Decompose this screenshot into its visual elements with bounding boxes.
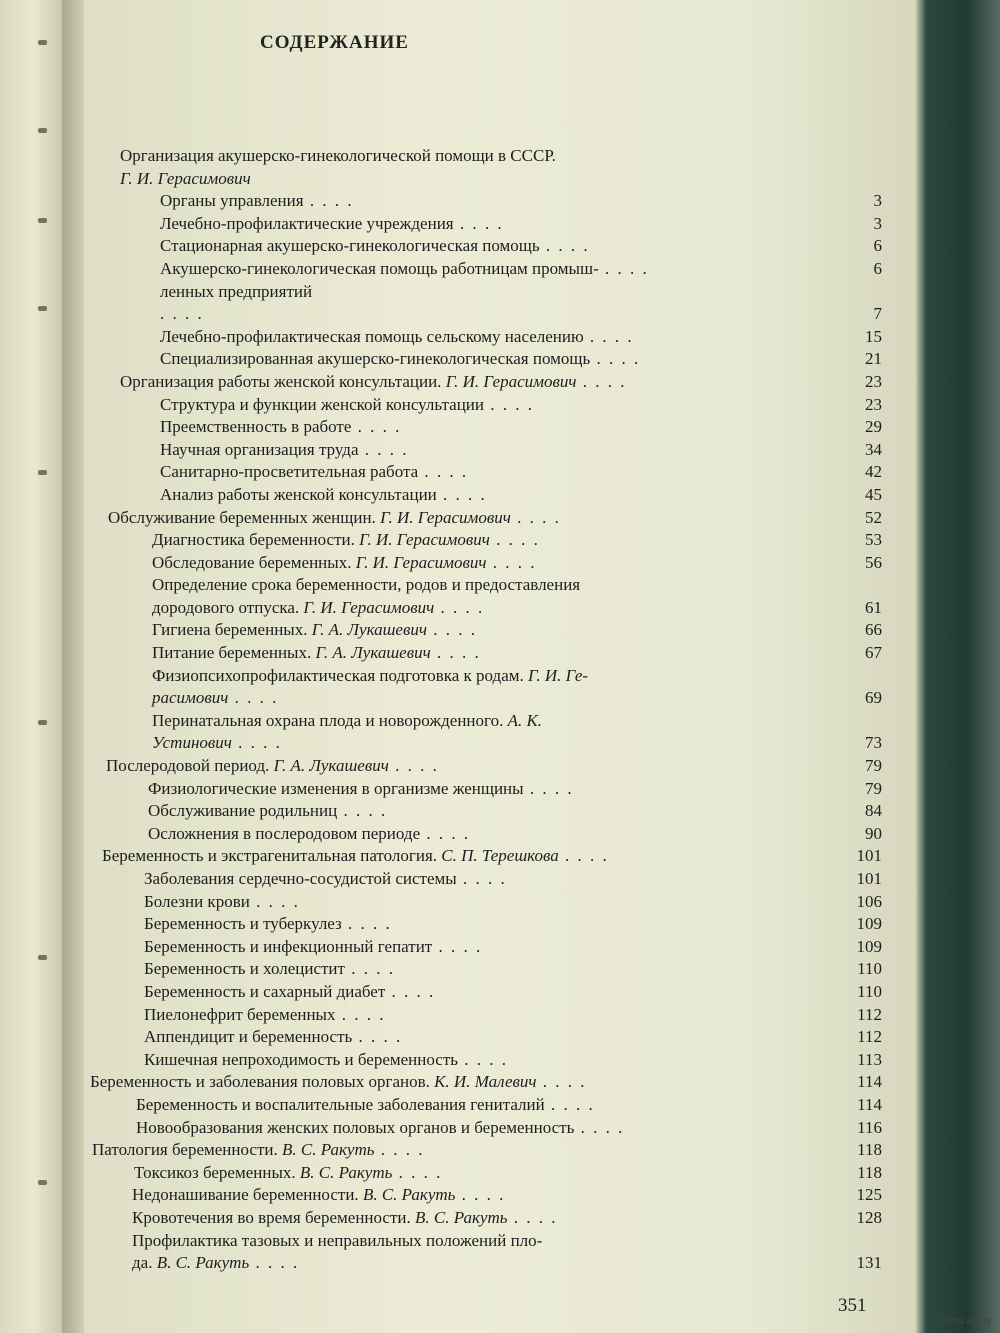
toc-page-number: 114: [857, 1094, 882, 1114]
toc-entry-title: Определение срока беременности, родов и предоставления: [152, 575, 581, 595]
toc-entry-text: [160, 484, 487, 507]
toc-entry-author: Г. И. Герасимович: [355, 552, 487, 572]
toc-page-number: 3: [873, 191, 882, 211]
toc-entry: [0, 936, 916, 959]
toc-page-number: 34: [865, 439, 882, 459]
toc-entry: [0, 1184, 916, 1207]
toc-entry-author: Г. И. Герасимович: [359, 530, 490, 550]
toc-entry-title: Кишечная непроходимость и беременность: [144, 1049, 459, 1069]
toc-entry: [0, 303, 916, 326]
toc-page-number: 131: [856, 1253, 882, 1273]
toc-entry-title: Лечебно-профилактические учреждения: [160, 213, 454, 233]
toc-entry-text: [136, 1094, 595, 1117]
toc-entry-author: Г. И. Ге-: [528, 665, 589, 685]
toc-entry-text: [152, 574, 580, 597]
toc-leader-dots: . . . .: [231, 733, 282, 753]
toc-page-number: 125: [856, 1185, 882, 1205]
toc-entry-title: Беременность и воспалительные заболевания гениталий: [136, 1094, 545, 1114]
toc-entry: [0, 416, 916, 439]
toc-entry-title: Организация акушерско-гинекологической помощи в СССР.: [120, 146, 556, 165]
toc-page-number: 67: [865, 643, 882, 663]
toc-leader-dots: . . . .: [583, 326, 634, 346]
toc-entry: [0, 394, 916, 417]
toc-page-number: 52: [865, 507, 882, 527]
toc-entry-text: [160, 461, 468, 484]
toc-page-number: 128: [856, 1207, 882, 1227]
toc-page-number: 113: [857, 1049, 882, 1069]
toc-entry: [0, 958, 916, 981]
toc-entry-title: Физиопсихопрофилактическая подготовка к родам.: [152, 665, 524, 685]
toc-entry: [0, 484, 916, 507]
toc-entry-title: Профилактика тазовых и неправильных положений пло-: [132, 1230, 543, 1250]
toc-entry-text: [160, 326, 634, 349]
toc-entry: [0, 1117, 916, 1140]
toc-leader-dots: . . . .: [434, 597, 485, 617]
toc-leader-dots: . . . .: [335, 1004, 386, 1024]
toc-leader-dots: . . . .: [510, 507, 561, 527]
toc-entry: [0, 913, 916, 936]
toc-leader-dots: . . . .: [418, 462, 469, 482]
toc-entry-title: Осложнения в послеродовом периоде: [148, 823, 421, 843]
toc-leader-dots: . . . .: [486, 552, 537, 572]
toc-leader-dots: . . . .: [574, 1117, 625, 1137]
toc-entry-author: Г. И. Герасимович: [120, 168, 251, 188]
toc-entry-text: [108, 507, 561, 530]
toc-entry-title: Беременность и экстрагенитальная патология.: [102, 846, 438, 866]
toc-entry-title: Недонашивание беременности.: [132, 1185, 359, 1205]
toc-entry-title: Беременность и инфекционный гепатит: [144, 936, 433, 956]
toc-page-number: 110: [857, 981, 882, 1001]
toc-page-number: 42: [865, 462, 882, 482]
toc-leader-dots: . . . .: [385, 981, 436, 1001]
toc-entry-text: [160, 190, 354, 213]
toc-entry-title: Патология беременности.: [92, 1140, 278, 1160]
binding-stitch: [38, 40, 47, 45]
toc-entry-title: Стационарная акушерско-гинекологическая помощь: [160, 236, 540, 256]
toc-entry: [0, 507, 916, 530]
watermark-text: www.ay.by: [940, 1315, 992, 1327]
toc-page-number: 6: [873, 258, 882, 278]
toc-entry: [0, 552, 916, 575]
toc-entry-text: [148, 800, 387, 823]
toc-entry: [0, 1252, 916, 1275]
toc-entry-text: [160, 439, 409, 462]
toc-leader-dots: . . . .: [558, 846, 609, 866]
toc-entry: [0, 258, 916, 281]
toc-entry-text: [152, 552, 536, 575]
toc-entry: [0, 326, 916, 349]
toc-leader-dots: . . . .: [337, 801, 388, 821]
toc-entry-author: В. С. Ракуть: [282, 1140, 375, 1160]
toc-entry-text: [148, 823, 470, 846]
toc-entry-text: [132, 1230, 542, 1253]
toc-entry-author: В. С. Ракуть: [299, 1162, 393, 1182]
toc-page-number: 29: [865, 417, 882, 437]
toc-entry: [0, 755, 916, 778]
toc-entry: [0, 619, 916, 642]
toc-page-number: 118: [857, 1162, 882, 1182]
toc-page-number: 90: [865, 823, 882, 843]
toc-entry-title: Физиологические изменения в организме женщины: [148, 778, 524, 798]
toc-page-number: 116: [857, 1117, 882, 1137]
toc-entry-author: В. С. Ракуть: [156, 1253, 250, 1273]
toc-entry-title: да.: [132, 1253, 153, 1273]
toc-entry-text: [132, 1184, 505, 1207]
toc-entry-title: Питание беременных.: [152, 643, 312, 663]
toc-page-number: 56: [865, 552, 882, 572]
toc-entry-text: [152, 619, 477, 642]
toc-entry-title: Аппендицит и беременность: [144, 1027, 353, 1047]
toc-leader-dots: . . . .: [539, 236, 590, 256]
toc-leader-dots: . . . .: [456, 869, 507, 888]
toc-page-number: 79: [865, 756, 882, 776]
toc-leader-dots: . . . .: [458, 1049, 509, 1069]
toc-page-number: 7: [873, 304, 882, 324]
toc-entry: [0, 1071, 916, 1094]
toc-page-number: 6: [873, 236, 882, 256]
toc-entry-text: [144, 868, 507, 891]
toc-page-number: 84: [865, 801, 882, 821]
toc-entry-author: Г. И. Герасимович: [303, 597, 435, 617]
toc-entry-title: Заболевания сердечно-сосудистой системы: [144, 869, 457, 888]
toc-leader-dots: . . . .: [432, 936, 483, 956]
toc-entry: [0, 348, 916, 371]
toc-leader-dots: . . . .: [430, 643, 481, 663]
toc-entry-title: Болезни крови: [144, 891, 250, 911]
toc-entry-title: ленных предприятий: [160, 281, 313, 301]
toc-page-number: 79: [865, 778, 882, 798]
toc-entry-title: Органы управления: [160, 191, 304, 211]
toc-entry-author: Г. И. Герасимович: [445, 371, 577, 391]
toc-entry: [0, 529, 916, 552]
toc-entry-text: [152, 642, 481, 665]
toc-page-number: 23: [865, 371, 882, 391]
toc-entry-text: [152, 665, 588, 688]
toc-page-number: 61: [865, 597, 882, 617]
toc-entry-text: [152, 732, 282, 755]
toc-leader-dots: . . . .: [249, 891, 300, 911]
toc-entry-text: [152, 529, 540, 552]
toc-leader-dots: . . . .: [160, 304, 204, 324]
toc-entry-text: [160, 213, 504, 236]
toc-leader-dots: . . . .: [536, 1072, 587, 1092]
toc-entry-title: Диагностика беременности.: [152, 530, 355, 550]
binding-stitch: [38, 128, 47, 133]
toc-entry-text: [120, 371, 626, 394]
toc-leader-dots: . . . .: [344, 959, 395, 979]
toc-page-number: 112: [857, 1027, 882, 1047]
toc-entry-text: [92, 1139, 424, 1162]
toc-entry-author: В. С. Ракуть: [362, 1185, 456, 1205]
toc-entry: [0, 778, 916, 801]
toc-leader-dots: . . . .: [303, 191, 354, 211]
toc-entry-text: [148, 778, 574, 801]
toc-entry-author: Г. А. Лукашевич: [273, 756, 389, 776]
toc-page-number: 15: [865, 326, 882, 346]
toc-entry: [0, 461, 916, 484]
toc-leader-dots: . . . .: [455, 1185, 506, 1205]
toc-entry-author: Г. И. Герасимович: [380, 507, 511, 527]
toc-page-number: 73: [865, 733, 882, 753]
toc-leader-dots: . . . .: [484, 394, 534, 414]
toc-entry-text: [160, 416, 401, 439]
toc-page-number: 109: [856, 914, 882, 934]
toc-entry-author: Г. А. Лукашевич: [311, 620, 427, 640]
toc-entry: [0, 687, 916, 710]
toc-page-number: 114: [857, 1072, 882, 1092]
toc-entry-text: [136, 1117, 624, 1140]
toc-entry-author: С. П. Терешкова: [441, 846, 559, 866]
toc-entry-title: Преемственность в работе: [160, 417, 352, 437]
toc-entry: [0, 868, 916, 891]
toc-entry: [0, 145, 916, 168]
toc-entry-title: Токсикоз беременных.: [134, 1162, 296, 1182]
toc-page-number: 53: [865, 530, 882, 550]
toc-page-number: 106: [856, 891, 882, 911]
toc-entry-title: Научная организация труда: [160, 439, 359, 459]
toc-entry-title: Структура и функции женской консультации: [160, 394, 484, 414]
toc-entry-title: Новообразования женских половых органов и беременность: [136, 1117, 575, 1137]
toc-leader-dots: . . . .: [351, 417, 402, 437]
toc-entry-title: Беременность и заболевания половых органов.: [90, 1072, 430, 1092]
toc-entry-text: [144, 1004, 385, 1027]
toc-entry-text: [160, 348, 640, 371]
toc-entry-text: [160, 281, 312, 304]
toc-leader-dots: . . . .: [507, 1207, 558, 1227]
toc-entry-text: [144, 981, 435, 1004]
toc-entry-title: Беременность и туберкулез: [144, 914, 342, 934]
toc-page-number: 45: [865, 484, 882, 504]
toc-entry: [0, 1230, 916, 1253]
toc-entry-text: [120, 145, 556, 168]
toc-entry-title: Пиелонефрит беременных: [144, 1004, 336, 1024]
toc-entry-title: Перинатальная охрана плода и новорожденного.: [152, 710, 504, 730]
toc-leader-dots: . . . .: [341, 914, 392, 934]
toc-page-number: 3: [873, 213, 882, 233]
toc-entry: [0, 1207, 916, 1230]
toc-leader-dots: . . . .: [374, 1140, 425, 1160]
toc-entry: [0, 1049, 916, 1072]
toc-entry-text: [132, 1207, 558, 1230]
toc-entry: [0, 823, 916, 846]
toc-entry-author: расимович: [152, 688, 229, 708]
toc-entry: [0, 1139, 916, 1162]
toc-entry-title: Специализированная акушерско-гинекологическая помощь: [160, 349, 591, 369]
toc-entry: [0, 213, 916, 236]
toc-entry: [0, 371, 916, 394]
toc-leader-dots: . . . .: [523, 778, 574, 798]
toc-leader-dots: . . . .: [420, 823, 471, 843]
toc-entry-text: [144, 891, 300, 914]
toc-entry: [0, 281, 916, 304]
toc-entry: [0, 1162, 916, 1185]
toc-leader-dots: . . . .: [249, 1253, 300, 1273]
book-cover-edge: [916, 0, 1000, 1333]
toc-page-number: 66: [865, 620, 882, 640]
page-number: 351: [838, 1295, 867, 1316]
toc-entry: [0, 981, 916, 1004]
toc-leader-dots: . . . .: [388, 756, 439, 776]
toc-entry-text: [106, 755, 439, 778]
toc-page-number: 23: [865, 394, 882, 414]
toc-entry-text: [152, 687, 278, 710]
toc-entry-text: [120, 168, 251, 191]
table-of-contents: [0, 145, 916, 1275]
toc-entry-author: Устинович: [152, 733, 232, 753]
toc-entry-text: [102, 845, 609, 868]
toc-page-number: 101: [856, 869, 882, 888]
toc-entry-title: Анализ работы женской консультации: [160, 484, 437, 504]
toc-entry-author: К. И. Малевич: [434, 1072, 537, 1092]
toc-entry: [0, 665, 916, 688]
toc-leader-dots: . . . .: [576, 371, 627, 391]
toc-entry: [0, 732, 916, 755]
toc-entry: [0, 574, 916, 597]
toc-entry-text: [90, 1071, 587, 1094]
toc-page-number: 21: [865, 349, 882, 369]
toc-entry-text: [160, 258, 649, 281]
toc-leader-dots: . . . .: [544, 1094, 595, 1114]
toc-entry-title: Беременность и холецистит: [144, 959, 345, 979]
toc-page-number: 118: [857, 1140, 882, 1160]
toc-entry-title: Послеродовой период.: [106, 756, 270, 776]
toc-entry: [0, 642, 916, 665]
toc-page-number: 101: [856, 846, 882, 866]
toc-entry-author: А. К.: [507, 710, 543, 730]
toc-entry-text: [160, 394, 534, 417]
toc-entry-text: [160, 303, 204, 326]
toc-entry: [0, 1004, 916, 1027]
toc-page-number: 109: [856, 936, 882, 956]
toc-entry: [0, 597, 916, 620]
toc-entry-text: [132, 1252, 299, 1275]
toc-entry: [0, 845, 916, 868]
toc-entry: [0, 439, 916, 462]
toc-entry-title: Кровотечения во время беременности.: [132, 1207, 411, 1227]
toc-leader-dots: . . . .: [453, 213, 504, 233]
toc-entry-title: Организация работы женской консультации.: [120, 371, 442, 391]
toc-entry-title: Обследование беременных.: [152, 552, 352, 572]
toc-entry-text: [144, 1026, 402, 1049]
toc-entry-author: Г. А. Лукашевич: [315, 643, 431, 663]
toc-entry: [0, 1094, 916, 1117]
toc-entry: [0, 190, 916, 213]
page-title: СОДЕРЖАНИЕ: [260, 32, 409, 53]
toc-entry-title: Обслуживание родильниц: [148, 801, 338, 821]
toc-entry-title: Санитарно-просветительная работа: [160, 462, 419, 482]
toc-leader-dots: . . . .: [392, 1162, 443, 1182]
toc-entry-title: дородового отпуска.: [152, 597, 300, 617]
toc-entry-text: [144, 958, 395, 981]
toc-entry-title: Акушерско-гинекологическая помощь работницам промыш-: [160, 258, 599, 278]
toc-entry: [0, 1026, 916, 1049]
toc-page-number: 112: [857, 1004, 882, 1024]
toc-entry-text: [152, 710, 542, 733]
toc-leader-dots: . . . .: [598, 258, 649, 278]
toc-entry: [0, 235, 916, 258]
toc-page-number: 110: [857, 959, 882, 979]
toc-entry-text: [144, 913, 392, 936]
toc-entry: [0, 710, 916, 733]
toc-leader-dots: . . . .: [436, 484, 487, 504]
toc-leader-dots: . . . .: [358, 439, 409, 459]
toc-entry-title: Лечебно-профилактическая помощь сельскому населению: [160, 326, 584, 346]
toc-entry-text: [144, 936, 482, 959]
toc-entry-text: [144, 1049, 508, 1072]
toc-entry-author: В. С. Ракуть: [415, 1207, 508, 1227]
toc-leader-dots: . . . .: [228, 688, 279, 708]
toc-leader-dots: . . . .: [590, 349, 641, 369]
toc-entry-text: [134, 1162, 442, 1185]
toc-leader-dots: . . . .: [352, 1027, 403, 1047]
toc-entry: [0, 168, 916, 191]
toc-entry: [0, 800, 916, 823]
toc-entry-text: [152, 597, 484, 620]
toc-entry: [0, 891, 916, 914]
toc-entry-title: Беременность и сахарный диабет: [144, 981, 386, 1001]
toc-page-number: 69: [865, 688, 882, 708]
toc-leader-dots: . . . .: [426, 620, 477, 640]
toc-entry-title: Гигиена беременных.: [152, 620, 308, 640]
toc-entry-title: Обслуживание беременных женщин.: [108, 507, 376, 527]
toc-leader-dots: . . . .: [489, 530, 540, 550]
toc-entry-text: [160, 235, 590, 258]
